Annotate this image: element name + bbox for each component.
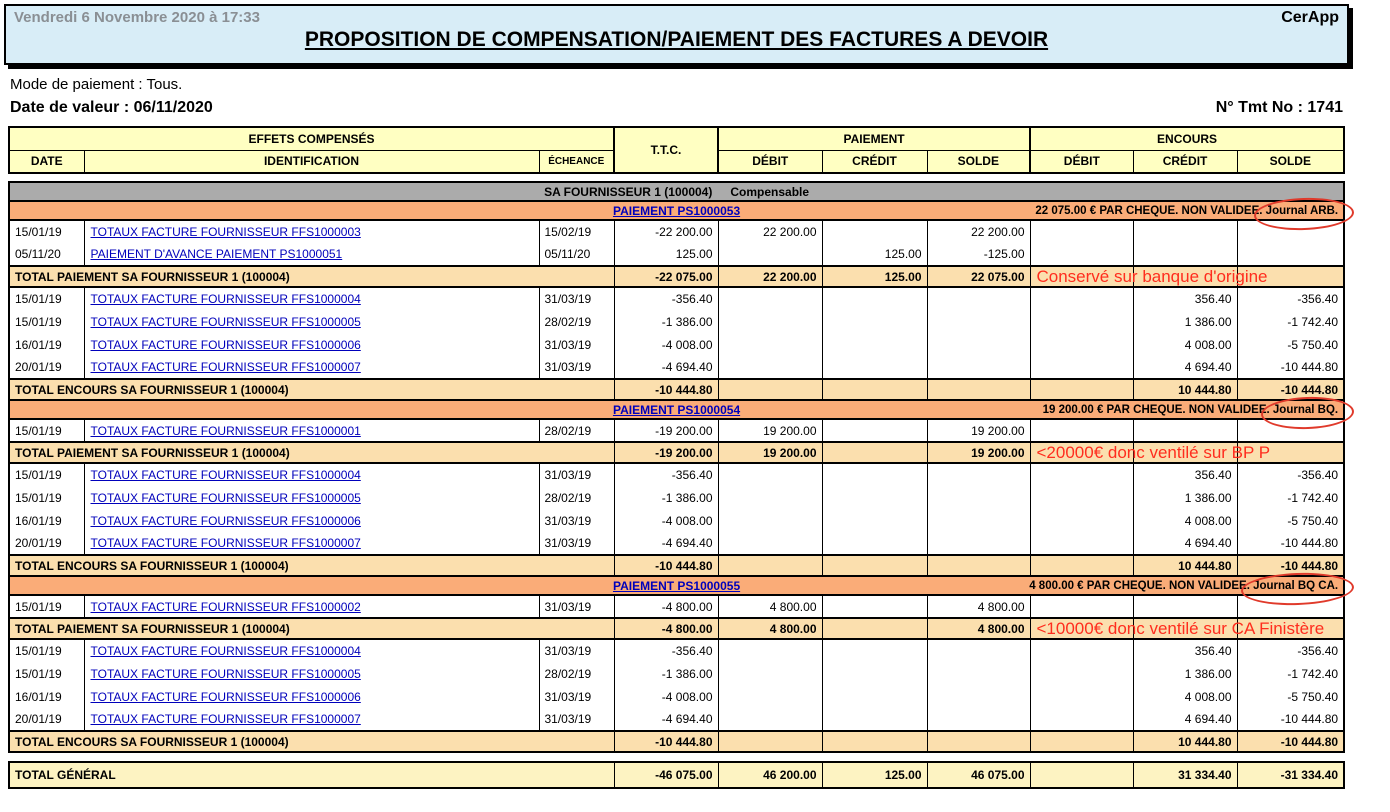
payment-band-row xyxy=(9,400,1344,419)
cell-identification xyxy=(84,639,539,662)
cell-e_debit xyxy=(1030,333,1133,356)
cell-p_debit: 22 200.00 xyxy=(718,220,822,243)
cell-echeance: 31/03/19 xyxy=(539,532,614,555)
total-label: TOTAL PAIEMENT SA FOURNISSEUR 1 (100004) xyxy=(9,618,614,639)
total-p_credit: 125.00 xyxy=(822,266,927,287)
col-header-encours-solde: SOLDE xyxy=(1237,150,1344,173)
cell-e_credit: 4 008.00 xyxy=(1133,509,1237,532)
cell-e_debit xyxy=(1030,356,1133,379)
cell-ttc: -4 008.00 xyxy=(614,333,718,356)
cell-identification xyxy=(84,287,539,310)
invoice-link[interactable]: TOTAUX FACTURE FOURNISSEUR FFS1000004 xyxy=(90,644,361,658)
total-row xyxy=(9,731,1344,752)
cell-e_debit xyxy=(1030,639,1133,662)
cell-p_credit: 125.00 xyxy=(822,243,927,266)
grand-p_debit: 46 200.00 xyxy=(718,762,822,788)
cell-ttc: -19 200.00 xyxy=(614,419,718,442)
cell-echeance: 28/02/19 xyxy=(539,486,614,509)
cell-p_credit xyxy=(822,419,927,442)
cell-e_debit xyxy=(1030,287,1133,310)
cell-p_credit xyxy=(822,662,927,685)
red-annotation: Conservé sur banque d'origine xyxy=(1036,266,1268,286)
col-header-paiement-debit: DÉBIT xyxy=(718,150,822,173)
grand-row xyxy=(9,762,1344,788)
cell-e_solde: -10 444.80 xyxy=(1237,532,1344,555)
col-header-echeance: ÉCHEANCE xyxy=(539,150,614,173)
app-logo-text: CerApp xyxy=(1281,9,1339,26)
total-ttc: -10 444.80 xyxy=(614,555,718,576)
cell-e_credit: 356.40 xyxy=(1133,463,1237,486)
cell-e_credit: 1 386.00 xyxy=(1133,310,1237,333)
grand-ttc: -46 075.00 xyxy=(614,762,718,788)
cell-date: 15/01/19 xyxy=(9,662,84,685)
payment-band-row xyxy=(9,576,1344,595)
cell-e_solde: -356.40 xyxy=(1237,463,1344,486)
total-p_solde xyxy=(927,731,1030,752)
total-row xyxy=(9,442,1344,463)
cell-p_credit xyxy=(822,463,927,486)
cell-ttc: -356.40 xyxy=(614,639,718,662)
compensation-report-table xyxy=(8,126,1345,789)
cell-p_debit xyxy=(718,356,822,379)
cell-date: 15/01/19 xyxy=(9,287,84,310)
cell-p_credit xyxy=(822,486,927,509)
cell-identification xyxy=(84,509,539,532)
total-ttc: -4 800.00 xyxy=(614,618,718,639)
supplier-status: Compensable xyxy=(730,184,810,199)
cell-e_credit: 356.40 xyxy=(1133,639,1237,662)
data-row xyxy=(9,287,1344,310)
cell-e_debit xyxy=(1030,310,1133,333)
cell-p_solde xyxy=(927,662,1030,685)
cell-e_credit: 1 386.00 xyxy=(1133,486,1237,509)
cell-p_solde xyxy=(927,639,1030,662)
cell-date: 20/01/19 xyxy=(9,356,84,379)
circled-journal-text: Journal ARB. xyxy=(1266,205,1338,217)
cell-e_debit xyxy=(1030,220,1133,243)
invoice-link[interactable]: TOTAUX FACTURE FOURNISSEUR FFS1000001 xyxy=(90,423,361,438)
cell-p_solde xyxy=(927,532,1030,555)
cell-p_solde xyxy=(927,333,1030,356)
cell-e_debit xyxy=(1030,685,1133,708)
cell-date: 15/01/19 xyxy=(9,310,84,333)
cell-identification xyxy=(84,463,539,486)
report-title: PROPOSITION DE COMPENSATION/PAIEMENT DES FACTURES A DEVOIR xyxy=(304,28,1049,51)
col-header-effets-compenses: EFFETS COMPENSÉS xyxy=(9,127,614,150)
cell-identification xyxy=(84,595,539,618)
total-p_solde xyxy=(927,379,1030,400)
payment-link[interactable]: PAIEMENT PS1000054 xyxy=(612,402,741,417)
grand-total-table xyxy=(8,761,1345,789)
grand-p_solde: 46 075.00 xyxy=(927,762,1030,788)
total-p_debit xyxy=(718,731,822,752)
cell-e_solde: -1 742.40 xyxy=(1237,662,1344,685)
cell-ttc: -1 386.00 xyxy=(614,310,718,333)
cell-e_solde xyxy=(1237,419,1344,442)
data-row xyxy=(9,419,1344,442)
cell-e_credit: 1 386.00 xyxy=(1133,662,1237,685)
treatment-number: N° Tmt No : 1741 xyxy=(1215,99,1343,116)
cell-ttc: -4 694.40 xyxy=(614,708,718,731)
cell-e_solde: -5 750.40 xyxy=(1237,333,1344,356)
data-row xyxy=(9,463,1344,486)
value-date-label: Date de valeur : 06/11/2020 xyxy=(10,99,213,116)
col-header-encours-credit: CRÉDIT xyxy=(1133,150,1237,173)
total-p_credit xyxy=(822,618,927,639)
cell-e_solde: -356.40 xyxy=(1237,639,1344,662)
cell-p_solde: -125.00 xyxy=(927,243,1030,266)
total-p_debit: 22 200.00 xyxy=(718,266,822,287)
data-row xyxy=(9,685,1344,708)
cell-echeance: 31/03/19 xyxy=(539,685,614,708)
circled-journal-text: Journal BQ. xyxy=(1273,404,1338,416)
cell-ttc: -4 008.00 xyxy=(614,685,718,708)
data-row xyxy=(9,595,1344,618)
cell-p_debit: 4 800.00 xyxy=(718,595,822,618)
cell-e_solde xyxy=(1237,595,1344,618)
cell-p_credit xyxy=(822,708,927,731)
grand-total-label: TOTAL GÉNÉRAL xyxy=(9,762,614,788)
col-header-paiement-credit: CRÉDIT xyxy=(822,150,927,173)
cell-p_debit xyxy=(718,486,822,509)
cell-e_solde xyxy=(1237,220,1344,243)
cell-e_credit xyxy=(1133,243,1237,266)
cell-echeance: 31/03/19 xyxy=(539,463,614,486)
supplier-band-cell xyxy=(9,182,1344,201)
col-header-encours-debit: DÉBIT xyxy=(1030,150,1133,173)
cell-p_solde xyxy=(927,486,1030,509)
cell-p_solde xyxy=(927,463,1030,486)
report-header xyxy=(4,4,1349,65)
cell-e_solde: -5 750.40 xyxy=(1237,509,1344,532)
cell-date: 20/01/19 xyxy=(9,532,84,555)
cell-p_debit xyxy=(718,708,822,731)
cell-echeance: 31/03/19 xyxy=(539,333,614,356)
total-e_solde: -10 444.80 xyxy=(1237,731,1344,752)
cell-p_solde xyxy=(927,708,1030,731)
cell-e_credit: 4 694.40 xyxy=(1133,708,1237,731)
circled-journal-text: Journal BQ CA. xyxy=(1253,580,1338,592)
total-ttc: -10 444.80 xyxy=(614,379,718,400)
cell-p_solde xyxy=(927,685,1030,708)
total-ttc: -10 444.80 xyxy=(614,731,718,752)
cell-date: 15/01/19 xyxy=(9,595,84,618)
cell-p_solde: 4 800.00 xyxy=(927,595,1030,618)
cell-identification xyxy=(84,662,539,685)
total-e_solde: -10 444.80 xyxy=(1237,379,1344,400)
cell-e_debit xyxy=(1030,662,1133,685)
cell-p_debit xyxy=(718,685,822,708)
cell-e_debit xyxy=(1030,486,1133,509)
invoice-link[interactable]: TOTAUX FACTURE FOURNISSEUR FFS1000004 xyxy=(90,292,361,306)
payment-note xyxy=(1043,404,1338,416)
total-p_solde: 22 075.00 xyxy=(927,266,1030,287)
total-p_credit xyxy=(822,379,927,400)
invoice-link[interactable]: TOTAUX FACTURE FOURNISSEUR FFS1000006 xyxy=(90,337,361,352)
total-p_solde: 19 200.00 xyxy=(927,442,1030,463)
cell-ttc: -4 694.40 xyxy=(614,356,718,379)
cell-identification xyxy=(84,243,539,266)
total-row xyxy=(9,379,1344,400)
cell-p_credit xyxy=(822,685,927,708)
total-e_solde: -10 444.80 xyxy=(1237,555,1344,576)
data-row xyxy=(9,356,1344,379)
total-p_solde: 4 800.00 xyxy=(927,618,1030,639)
data-row xyxy=(9,486,1344,509)
data-row xyxy=(9,243,1344,266)
cell-p_debit xyxy=(718,639,822,662)
total-label: TOTAL ENCOURS SA FOURNISSEUR 1 (100004) xyxy=(9,555,614,576)
total-row xyxy=(9,266,1344,287)
payment-note-text: 19 200.00 € PAR CHEQUE. NON VALIDEE. xyxy=(1042,403,1273,416)
cell-identification xyxy=(84,685,539,708)
total-p_credit xyxy=(822,555,927,576)
cell-identification xyxy=(84,486,539,509)
invoice-link[interactable]: TOTAUX FACTURE FOURNISSEUR FFS1000004 xyxy=(90,468,361,482)
cell-echeance: 31/03/19 xyxy=(539,356,614,379)
cell-e_credit xyxy=(1133,220,1237,243)
cell-e_credit: 4 008.00 xyxy=(1133,333,1237,356)
data-row xyxy=(9,639,1344,662)
invoice-link[interactable]: TOTAUX FACTURE FOURNISSEUR FFS1000002 xyxy=(90,599,361,614)
cell-p_debit: 19 200.00 xyxy=(718,419,822,442)
invoice-link[interactable]: TOTAUX FACTURE FOURNISSEUR FFS1000005 xyxy=(90,490,361,505)
cell-p_debit xyxy=(718,243,822,266)
cell-date: 15/01/19 xyxy=(9,639,84,662)
cell-echeance: 31/03/19 xyxy=(539,639,614,662)
data-row xyxy=(9,662,1344,685)
data-row xyxy=(9,333,1344,356)
cell-echeance: 31/03/19 xyxy=(539,509,614,532)
cell-date: 15/01/19 xyxy=(9,419,84,442)
cell-e_solde: -1 742.40 xyxy=(1237,486,1344,509)
payment-mode-line: Mode de paiement : Tous. xyxy=(10,76,183,93)
cell-identification xyxy=(84,333,539,356)
cell-p_solde xyxy=(927,356,1030,379)
total-e_debit xyxy=(1030,266,1268,287)
invoice-link[interactable]: TOTAUX FACTURE FOURNISSEUR FFS1000003 xyxy=(90,225,361,239)
total-p_debit: 19 200.00 xyxy=(718,442,822,463)
cell-ttc: -1 386.00 xyxy=(614,662,718,685)
cell-p_solde: 22 200.00 xyxy=(927,220,1030,243)
cell-date: 05/11/20 xyxy=(9,243,84,266)
cell-echeance: 28/02/19 xyxy=(539,310,614,333)
grand-e_solde: -31 334.40 xyxy=(1237,762,1344,788)
col-header-identification: IDENTIFICATION xyxy=(84,150,539,173)
total-e_credit: 10 444.80 xyxy=(1133,731,1237,752)
cell-p_debit xyxy=(718,662,822,685)
payment-band-cell xyxy=(9,400,1344,419)
total-row xyxy=(9,555,1344,576)
cell-p_credit xyxy=(822,532,927,555)
cell-identification xyxy=(84,708,539,731)
supplier-name: SA FOURNISSEUR 1 (100004) xyxy=(544,184,713,199)
payment-band-cell xyxy=(9,576,1344,595)
cell-echeance: 15/02/19 xyxy=(539,220,614,243)
grand-e_debit xyxy=(1030,762,1133,788)
col-header-paiement: PAIEMENT xyxy=(718,127,1030,150)
cell-e_credit: 4 694.40 xyxy=(1133,356,1237,379)
cell-ttc: -356.40 xyxy=(614,287,718,310)
total-e_debit xyxy=(1030,731,1133,752)
cell-e_debit xyxy=(1030,463,1133,486)
cell-e_credit: 4 694.40 xyxy=(1133,532,1237,555)
total-p_debit xyxy=(718,379,822,400)
cell-p_credit xyxy=(822,595,927,618)
payment-link[interactable]: PAIEMENT PS1000053 xyxy=(612,203,741,218)
cell-e_debit xyxy=(1030,243,1133,266)
total-e_credit: 10 444.80 xyxy=(1133,555,1237,576)
total-e_debit xyxy=(1030,618,1325,639)
data-row xyxy=(9,310,1344,333)
cell-e_solde xyxy=(1237,243,1344,266)
total-ttc: -19 200.00 xyxy=(614,442,718,463)
data-row xyxy=(9,220,1344,243)
total-p_credit xyxy=(822,731,927,752)
cell-e_solde: -356.40 xyxy=(1237,287,1344,310)
data-row xyxy=(9,532,1344,555)
cell-p_credit xyxy=(822,356,927,379)
cell-e_debit xyxy=(1030,595,1133,618)
cell-p_credit xyxy=(822,509,927,532)
total-e_debit xyxy=(1030,442,1271,463)
cell-p_credit xyxy=(822,639,927,662)
payment-link[interactable]: PAIEMENT PS1000055 xyxy=(612,578,741,593)
cell-p_debit xyxy=(718,333,822,356)
total-row xyxy=(9,618,1344,639)
cell-p_solde: 19 200.00 xyxy=(927,419,1030,442)
cell-e_credit: 356.40 xyxy=(1133,287,1237,310)
cell-date: 15/01/19 xyxy=(9,463,84,486)
cell-echeance: 28/02/19 xyxy=(539,662,614,685)
cell-date: 16/01/19 xyxy=(9,509,84,532)
total-p_debit: 4 800.00 xyxy=(718,618,822,639)
payment-band-row xyxy=(9,201,1344,220)
cell-p_credit xyxy=(822,287,927,310)
cell-echeance: 31/03/19 xyxy=(539,708,614,731)
cell-e_credit: 4 008.00 xyxy=(1133,685,1237,708)
cell-e_debit xyxy=(1030,708,1133,731)
invoice-link[interactable]: TOTAUX FACTURE FOURNISSEUR FFS1000005 xyxy=(90,314,361,329)
col-header-paiement-solde: SOLDE xyxy=(927,150,1030,173)
total-e_debit xyxy=(1030,379,1133,400)
cell-p_debit xyxy=(718,509,822,532)
cell-date: 16/01/19 xyxy=(9,333,84,356)
total-label: TOTAL PAIEMENT SA FOURNISSEUR 1 (100004) xyxy=(9,266,614,287)
cell-p_solde xyxy=(927,310,1030,333)
data-row xyxy=(9,509,1344,532)
invoice-link[interactable]: TOTAUX FACTURE FOURNISSEUR FFS1000007 xyxy=(90,712,361,726)
invoice-link[interactable]: TOTAUX FACTURE FOURNISSEUR FFS1000005 xyxy=(90,666,361,681)
red-annotation: <20000€ donc ventilé sur BP P xyxy=(1036,442,1271,462)
cell-e_solde: -10 444.80 xyxy=(1237,708,1344,731)
supplier-band-row xyxy=(9,182,1344,201)
cell-p_debit xyxy=(718,463,822,486)
cell-ttc: -4 800.00 xyxy=(614,595,718,618)
cell-ttc: -4 008.00 xyxy=(614,509,718,532)
red-annotation: <10000€ donc ventilé sur CA Finistère xyxy=(1036,618,1325,638)
cell-echeance: 31/03/19 xyxy=(539,287,614,310)
cell-identification xyxy=(84,356,539,379)
total-p_solde xyxy=(927,555,1030,576)
cell-identification xyxy=(84,532,539,555)
grand-e_credit: 31 334.40 xyxy=(1133,762,1237,788)
cell-p_credit xyxy=(822,310,927,333)
cell-e_solde: -1 742.40 xyxy=(1237,310,1344,333)
total-p_debit xyxy=(718,555,822,576)
cell-identification xyxy=(84,419,539,442)
col-header-ttc: T.T.C. xyxy=(614,127,718,173)
cell-p_credit xyxy=(822,220,927,243)
total-e_credit: 10 444.80 xyxy=(1133,379,1237,400)
report-timestamp: Vendredi 6 Novembre 2020 à 17:33 xyxy=(14,9,260,26)
cell-ttc: -22 200.00 xyxy=(614,220,718,243)
invoice-link[interactable]: TOTAUX FACTURE FOURNISSEUR FFS1000006 xyxy=(90,513,361,528)
cell-date: 20/01/19 xyxy=(9,708,84,731)
cell-p_credit xyxy=(822,333,927,356)
total-e_debit xyxy=(1030,555,1133,576)
payment-note xyxy=(1029,580,1338,592)
cell-ttc: -1 386.00 xyxy=(614,486,718,509)
invoice-link[interactable]: TOTAUX FACTURE FOURNISSEUR FFS1000007 xyxy=(90,536,361,550)
cell-p_debit xyxy=(718,532,822,555)
cell-date: 15/01/19 xyxy=(9,220,84,243)
cell-e_credit xyxy=(1133,595,1237,618)
cell-e_credit xyxy=(1133,419,1237,442)
invoice-link[interactable]: PAIEMENT D'AVANCE PAIEMENT PS1000051 xyxy=(90,247,343,261)
cell-echeance: 31/03/19 xyxy=(539,595,614,618)
total-label: TOTAL PAIEMENT SA FOURNISSEUR 1 (100004) xyxy=(9,442,614,463)
cell-echeance: 05/11/20 xyxy=(539,243,614,266)
col-header-date: DATE xyxy=(9,150,84,173)
cell-e_debit xyxy=(1030,532,1133,555)
payment-band-cell xyxy=(9,201,1344,220)
cell-p_debit xyxy=(718,310,822,333)
data-row xyxy=(9,708,1344,731)
cell-e_debit xyxy=(1030,509,1133,532)
cell-echeance: 28/02/19 xyxy=(539,419,614,442)
cell-date: 16/01/19 xyxy=(9,685,84,708)
cell-p_solde xyxy=(927,287,1030,310)
total-label: TOTAL ENCOURS SA FOURNISSEUR 1 (100004) xyxy=(9,379,614,400)
cell-p_solde xyxy=(927,509,1030,532)
payment-note xyxy=(1035,205,1338,217)
table-body xyxy=(8,181,1345,753)
payment-note-text: 22 075.00 € PAR CHEQUE. NON VALIDEE. xyxy=(1035,204,1266,217)
invoice-link[interactable]: TOTAUX FACTURE FOURNISSEUR FFS1000007 xyxy=(90,360,361,374)
payment-note-text: 4 800.00 € PAR CHEQUE. NON VALIDEE. xyxy=(1029,579,1254,592)
col-header-encours: ENCOURS xyxy=(1030,127,1344,150)
grand-p_credit: 125.00 xyxy=(822,762,927,788)
table-column-header xyxy=(8,126,1345,174)
cell-e_solde: -5 750.40 xyxy=(1237,685,1344,708)
cell-ttc: 125.00 xyxy=(614,243,718,266)
total-label: TOTAL ENCOURS SA FOURNISSEUR 1 (100004) xyxy=(9,731,614,752)
total-p_credit xyxy=(822,442,927,463)
cell-e_debit xyxy=(1030,419,1133,442)
total-ttc: -22 075.00 xyxy=(614,266,718,287)
cell-e_solde: -10 444.80 xyxy=(1237,356,1344,379)
cell-ttc: -356.40 xyxy=(614,463,718,486)
cell-ttc: -4 694.40 xyxy=(614,532,718,555)
invoice-link[interactable]: TOTAUX FACTURE FOURNISSEUR FFS1000006 xyxy=(90,689,361,704)
cell-date: 15/01/19 xyxy=(9,486,84,509)
cell-identification xyxy=(84,220,539,243)
cell-p_debit xyxy=(718,287,822,310)
cell-identification xyxy=(84,310,539,333)
